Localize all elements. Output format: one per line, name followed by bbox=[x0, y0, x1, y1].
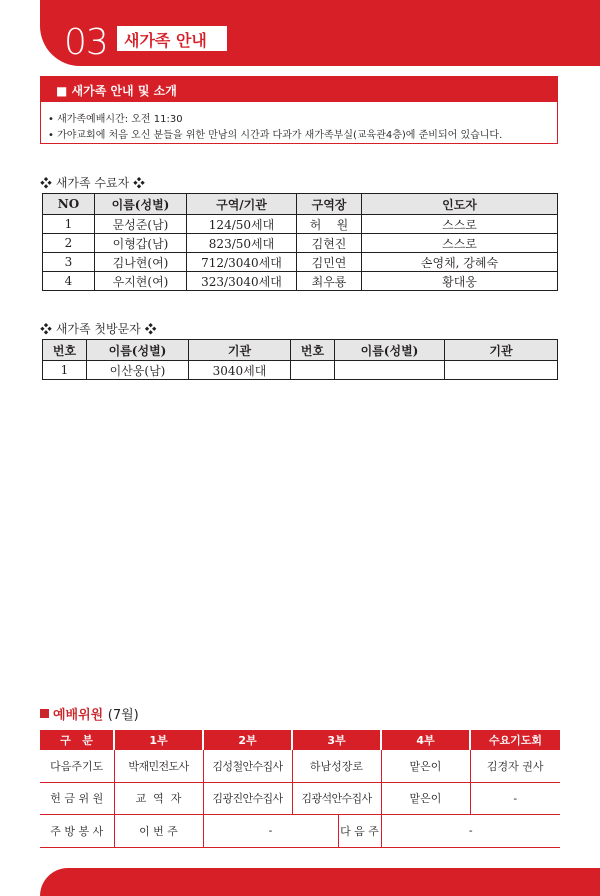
first-visitors-title: ❖ 새가족 첫방문자 ❖ bbox=[40, 322, 157, 336]
table-cell bbox=[203, 814, 381, 847]
worship-committee-heading bbox=[40, 704, 139, 723]
table-cell: 김성철안수집사 bbox=[203, 750, 292, 782]
table-cell: 823/50세대 bbox=[187, 234, 297, 253]
col-header: 구 분 bbox=[40, 730, 114, 750]
col-header: 2부 bbox=[203, 730, 292, 750]
col-header: 번호 bbox=[43, 340, 87, 361]
table-row bbox=[40, 814, 560, 847]
table-cell: 김민연 bbox=[297, 253, 362, 272]
table-header-row bbox=[40, 730, 560, 750]
table-cell: 김광석안수집사 bbox=[292, 782, 381, 814]
worship-committee-month: (7월) bbox=[107, 708, 139, 723]
square-bullet-icon bbox=[40, 709, 49, 718]
table-row bbox=[43, 234, 558, 253]
graduates-title: ❖ 새가족 수료자 ❖ bbox=[40, 176, 145, 190]
table-row bbox=[40, 782, 560, 814]
page-title: 새가족 안내 bbox=[124, 31, 207, 50]
table-cell: 문성준(남) bbox=[95, 215, 187, 234]
table-cell: 김경자 권사 bbox=[470, 750, 560, 782]
col-header: NO bbox=[43, 194, 95, 215]
row-label: 주 방 봉 사 bbox=[40, 814, 114, 847]
table-row bbox=[43, 215, 558, 234]
col-header: 수요기도회 bbox=[470, 730, 560, 750]
service-time-text: • 새가족예배시간: 오전 11:30 bbox=[48, 114, 183, 125]
worship-committee-table bbox=[40, 730, 560, 848]
col-header: 1부 bbox=[114, 730, 203, 750]
row-label: 다음주기도 bbox=[40, 750, 114, 782]
col-header: 이름(성별) bbox=[335, 340, 445, 361]
col-header: 기관 bbox=[189, 340, 291, 361]
table-cell: 김광진안수집사 bbox=[203, 782, 292, 814]
table-row bbox=[40, 750, 560, 782]
col-header: 번호 bbox=[291, 340, 335, 361]
table-cell: 최우룡 bbox=[297, 272, 362, 291]
kitchen-this-week-value: - bbox=[204, 815, 339, 847]
table-row bbox=[43, 361, 558, 380]
section-number: 03 bbox=[64, 22, 108, 63]
col-header: 이름(성별) bbox=[95, 194, 187, 215]
col-header: 3부 bbox=[292, 730, 381, 750]
table-cell: 4 bbox=[43, 272, 95, 291]
table-cell: 1 bbox=[43, 215, 95, 234]
worship-committee-title: 예배위원 bbox=[53, 708, 104, 723]
col-header: 이름(성별) bbox=[87, 340, 189, 361]
graduates-table bbox=[42, 193, 558, 291]
table-cell: 우지현(여) bbox=[95, 272, 187, 291]
table-cell: 교 역 자 bbox=[114, 782, 203, 814]
table-cell: 김현진 bbox=[297, 234, 362, 253]
table-cell bbox=[445, 361, 558, 380]
col-header: 인도자 bbox=[362, 194, 558, 215]
table-cell: 3040세대 bbox=[189, 361, 291, 380]
table-cell: 황대웅 bbox=[362, 272, 558, 291]
table-cell: 허 원 bbox=[297, 215, 362, 234]
row-label: 헌 금 위 원 bbox=[40, 782, 114, 814]
table-row bbox=[43, 272, 558, 291]
table-cell: 712/3040세대 bbox=[187, 253, 297, 272]
table-cell bbox=[291, 361, 335, 380]
table-cell: 이산웅(남) bbox=[87, 361, 189, 380]
table-cell: 2 bbox=[43, 234, 95, 253]
table-cell: 이형갑(남) bbox=[95, 234, 187, 253]
footer-banner bbox=[40, 868, 600, 896]
table-row bbox=[43, 253, 558, 272]
kitchen-next-week-label: 다 음 주 bbox=[340, 824, 379, 838]
table-cell: 323/3040세대 bbox=[187, 272, 297, 291]
col-header: 기관 bbox=[445, 340, 558, 361]
table-cell: - bbox=[470, 782, 560, 814]
col-header: 구역장 bbox=[297, 194, 362, 215]
intro-title: ■ 새가족 안내 및 소개 bbox=[56, 84, 177, 98]
table-cell: 이 번 주 bbox=[114, 814, 203, 847]
table-header-row bbox=[43, 340, 558, 361]
first-visitors-table bbox=[42, 339, 558, 380]
table-cell: 스스로 bbox=[362, 234, 558, 253]
col-header: 구역/기관 bbox=[187, 194, 297, 215]
table-cell: 손영채, 강혜숙 bbox=[362, 253, 558, 272]
table-header-row bbox=[43, 194, 558, 215]
welcome-text: • 가야교회에 처음 오신 분들을 위한 만남의 시간과 다과가 새가족부실(교육관4층)에 준비되어 있습니다. bbox=[48, 130, 503, 141]
table-cell: 124/50세대 bbox=[187, 215, 297, 234]
table-cell: 스스로 bbox=[362, 215, 558, 234]
table-cell: 3 bbox=[43, 253, 95, 272]
table-cell bbox=[335, 361, 445, 380]
table-cell: 김나현(여) bbox=[95, 253, 187, 272]
col-header: 4부 bbox=[381, 730, 470, 750]
table-cell: 하남성장로 bbox=[292, 750, 381, 782]
table-cell: 맡은이 bbox=[381, 750, 470, 782]
table-cell: 박재민전도사 bbox=[114, 750, 203, 782]
kitchen-next-week-value: - bbox=[381, 814, 560, 847]
table-cell: 맡은이 bbox=[381, 782, 470, 814]
table-cell: 1 bbox=[43, 361, 87, 380]
